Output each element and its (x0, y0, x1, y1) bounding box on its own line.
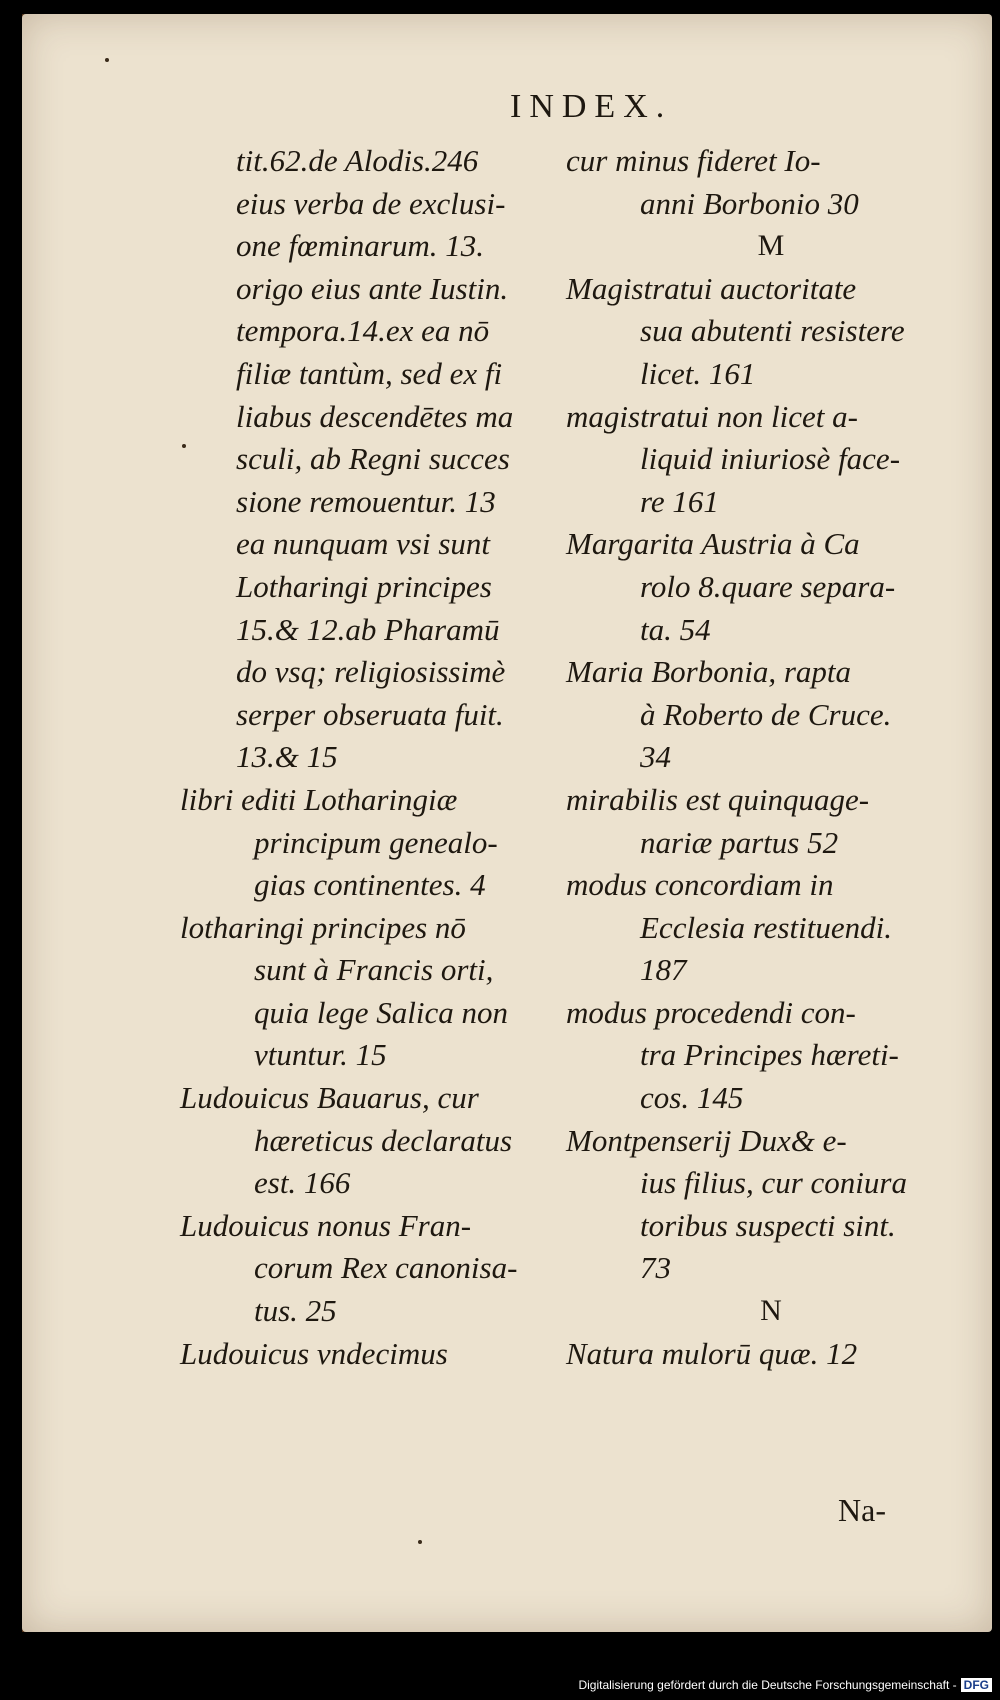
index-entry-line: magistratui non licet a- (566, 398, 858, 434)
index-entry-line: one fœminarum. 13. (236, 228, 484, 264)
index-entry-line: modus concordiam in (566, 867, 834, 903)
index-entry-line: re 161 (640, 483, 719, 519)
index-entry-line: Ludouicus nonus Fran- (180, 1207, 472, 1243)
index-entry (180, 1205, 580, 1333)
index-entry-line: Ludouicus Bauarus, cur (180, 1080, 479, 1116)
index-entry-line: toribus suspecti sint. (640, 1207, 896, 1243)
index-entry-line: tus. 25 (254, 1293, 337, 1329)
index-entry (566, 1120, 946, 1290)
index-column-right (566, 140, 946, 1375)
index-entry-line: libri editi Lotharingiæ (180, 781, 458, 817)
index-entry-line: liquid iniuriosè face- (640, 441, 901, 477)
index-entry-line: sione remouentur. 13 (236, 483, 496, 519)
index-entry-line: Margarita Austria à Ca (566, 526, 860, 562)
index-column-left (180, 140, 580, 1375)
index-entry (566, 225, 946, 268)
index-entry-line: serper obseruata fuit. (236, 696, 504, 732)
index-entry-line: anni Borbonio 30 (640, 185, 859, 221)
index-entry-line: à Roberto de Cruce. (640, 696, 892, 732)
index-entry-line: ta. 54 (640, 611, 711, 647)
index-entry (566, 396, 946, 524)
ink-speck (182, 444, 186, 448)
index-entry-line: licet. 161 (640, 355, 756, 391)
index-entry-line: do vsq; religiosissimè (236, 654, 506, 690)
index-entry-line: Ludouicus vndecimus (180, 1335, 448, 1371)
index-entry-line: 13.& 15 (236, 739, 338, 775)
index-entry (566, 779, 946, 864)
index-entry (566, 140, 946, 225)
index-entry (566, 651, 946, 779)
index-entry-line: ea nunquam vsi sunt (236, 526, 491, 562)
index-entry-line: eius verba de exclusi- (236, 185, 506, 221)
section-letter: N (760, 1294, 782, 1328)
index-entry (566, 1290, 946, 1333)
index-entry-line: Natura mulorū quæ. 12 (566, 1335, 858, 1371)
index-entry (180, 907, 580, 1077)
index-entry-line: 34 (640, 739, 671, 775)
index-entry-line: vtuntur. 15 (254, 1037, 387, 1073)
index-entry-line: est. 166 (254, 1165, 351, 1201)
index-entry-line: gias continentes. 4 (254, 867, 486, 903)
index-entry-line: Maria Borbonia, rapta (566, 654, 852, 690)
index-entry-line: 15.& 12.ab Pharamū (236, 611, 500, 647)
index-entry (566, 268, 946, 396)
footer-credit (578, 1678, 992, 1692)
index-entry-line: hæreticus declaratus (254, 1122, 513, 1158)
index-entry (180, 140, 580, 779)
index-entry-line: tempora.14.ex ea nō (236, 313, 490, 349)
index-entry-line: nariæ partus 52 (640, 824, 839, 860)
index-entry-line: sua abutenti resistere (640, 313, 905, 349)
index-entry-line: filiæ tantùm, sed ex fi (236, 355, 503, 391)
index-entry-line: mirabilis est quinquage- (566, 781, 870, 817)
index-entry-line: Montpenserij Dux& e- (566, 1122, 847, 1158)
index-entry-line: quia lege Salica non (254, 994, 508, 1030)
catchword: Na- (838, 1492, 886, 1528)
index-entry (566, 1333, 946, 1376)
section-letter: M (757, 229, 785, 263)
index-entry (566, 864, 946, 992)
ink-speck (418, 1540, 422, 1544)
index-entry (566, 992, 946, 1120)
index-entry-line: principum genealo- (254, 824, 498, 860)
ink-speck (105, 58, 109, 62)
index-entry-line: liabus descendētes ma (236, 398, 514, 434)
index-entry-line: ius filius, cur coniura (640, 1165, 907, 1201)
index-entry-line: origo eius ante Iustin. (236, 270, 509, 306)
index-entry-line: tit.62.de Alodis.246 (236, 143, 479, 178)
index-entry-line: sculi, ab Regni succes (236, 441, 510, 477)
index-entry-line: corum Rex canonisa- (254, 1250, 518, 1286)
index-entry-line: 73 (640, 1250, 671, 1286)
index-entry-line: lotharingi principes nō (180, 909, 466, 945)
index-entry-line: modus procedendi con- (566, 994, 856, 1030)
index-entry-line: 187 (640, 952, 687, 988)
index-entry-line: Magistratui auctoritate (566, 270, 857, 306)
index-entry-line: Ecclesia restituendi. (640, 909, 892, 945)
index-entry (180, 1333, 580, 1376)
index-entry-line: cos. 145 (640, 1080, 744, 1116)
dfg-logo: DFG (961, 1678, 992, 1692)
index-entry-line: tra Principes hæreti- (640, 1037, 899, 1073)
index-entry (180, 779, 580, 907)
footer-text: Digitalisierung gefördert durch die Deutsche Forschungsgemeinschaft - (578, 1678, 957, 1692)
page-header: INDEX. (510, 88, 673, 125)
index-entry-line: Lotharingi principes (236, 568, 492, 604)
index-entry-line: rolo 8.quare separa- (640, 568, 896, 604)
index-entry (180, 1077, 580, 1205)
index-entry-line: sunt à Francis orti, (254, 952, 494, 988)
index-entry (566, 523, 946, 651)
index-entry-line: cur minus fideret Io- (566, 143, 821, 178)
